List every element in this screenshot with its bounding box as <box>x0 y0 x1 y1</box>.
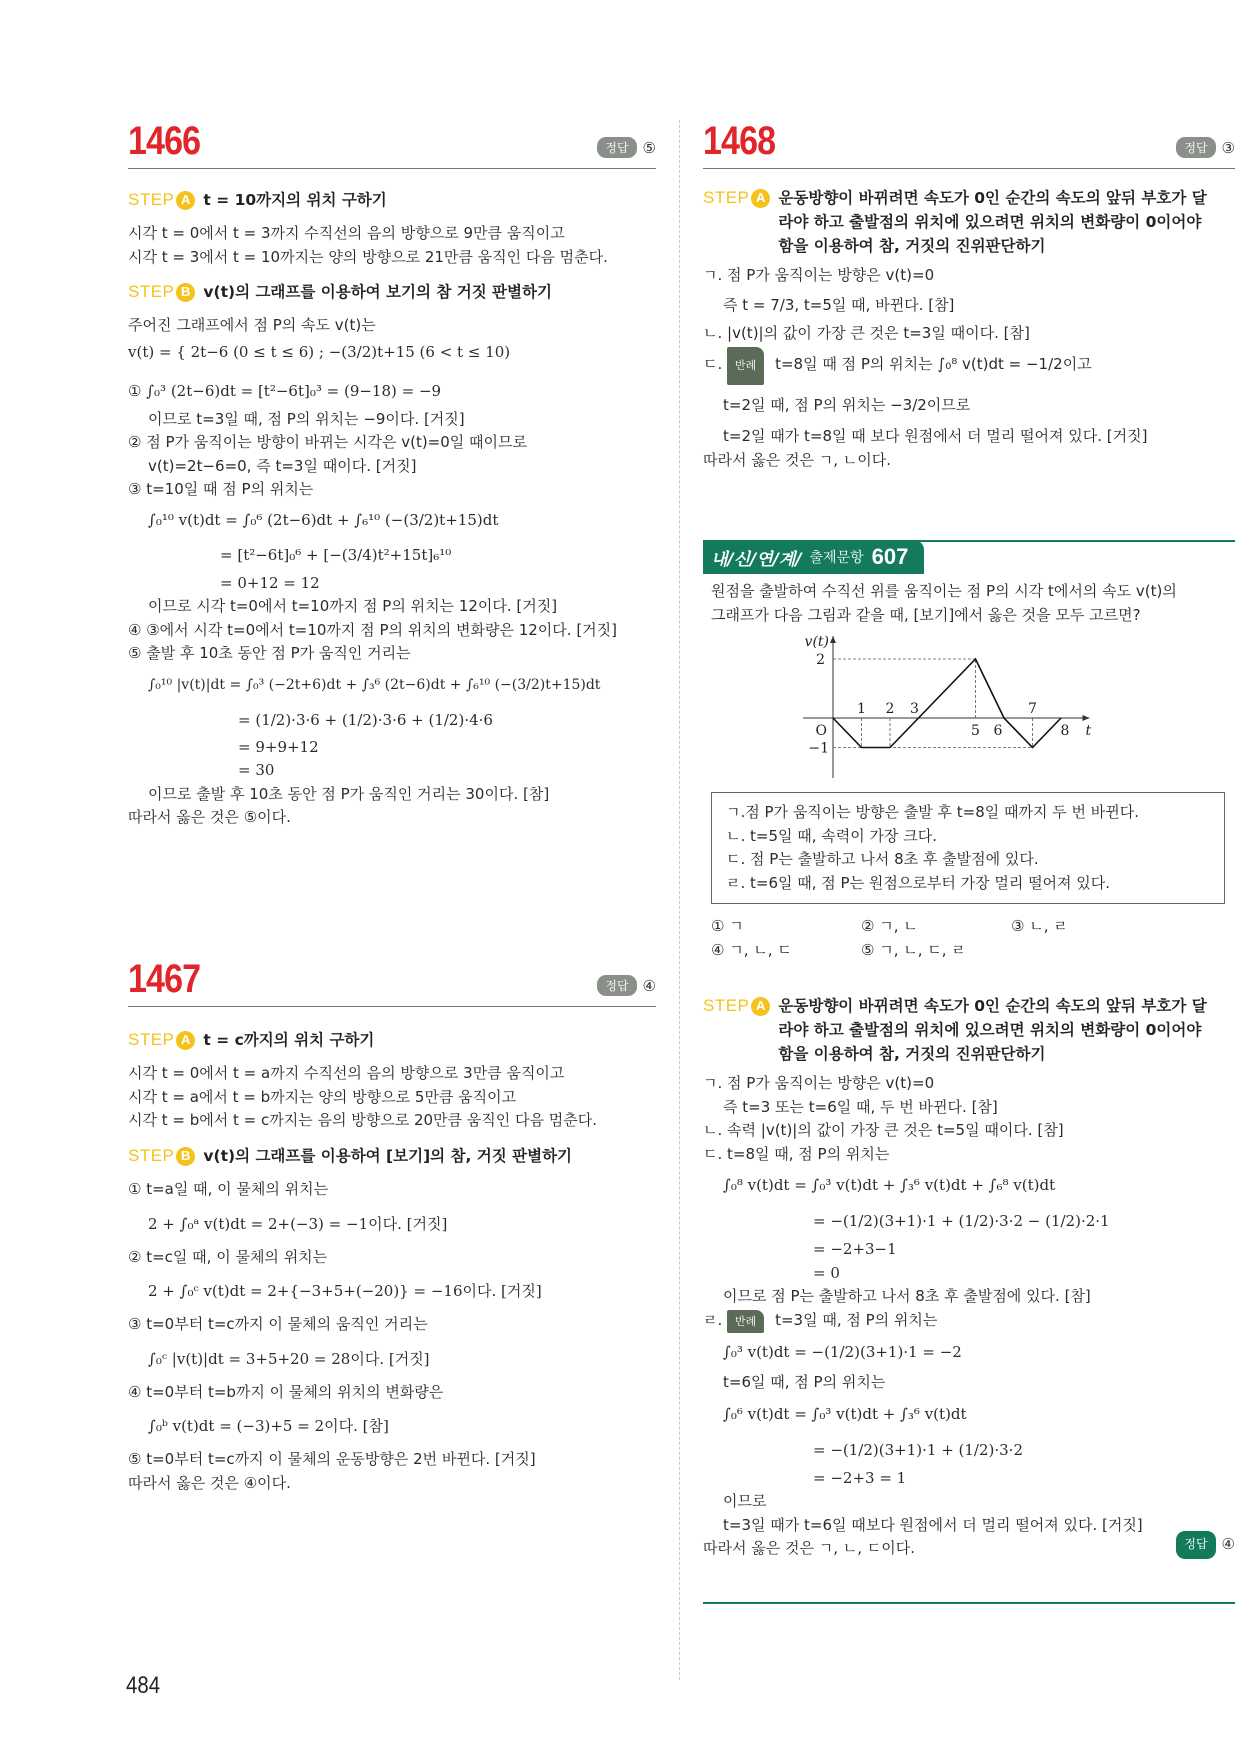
p1467-stepA: STEP A t = c까지의 위치 구하기 <box>128 1028 656 1052</box>
text-line: 그래프가 다음 그림과 같을 때, [보기]에서 옳은 것을 모두 고르면? <box>711 605 1141 624</box>
naesin-question <box>711 580 1235 627</box>
math-line: ① ∫₀³ (2t−6)dt = [t²−6t]₀³ = (9−18) = −9 <box>128 381 442 400</box>
text-line: 따라서 옳은 것은 ㄱ, ㄴ이다. <box>703 450 891 469</box>
p1468-body <box>703 264 1235 472</box>
text-line: ④ ③에서 시각 t=0에서 t=10까지 점 P의 위치의 변화량은 12이다. [거짓] <box>128 620 618 639</box>
p1467-stepB: STEP B v(t)의 그래프를 이용하여 [보기]의 참, 거짓 판별하기 <box>128 1144 656 1168</box>
text-line: 주어진 그래프에서 점 P의 속도 v(t)는 <box>128 316 376 334</box>
p1468-stepA: STEP A 운동방향이 바뀌려면 속도가 0인 순간의 속도의 앞뒤 부호가 달라야 하고 출발점의 위치에 있으려면 위치의 변화량이 0이어야 함을 이용하여 참, 거짓의 진위판단하기 <box>703 186 1235 258</box>
text-line: ㄴ. 속력 |v(t)|의 값이 가장 큰 것은 t=5일 때이다. [참] <box>703 1121 1064 1139</box>
step-title: 운동방향이 바뀌려면 속도가 0인 순간의 속도의 앞뒤 부호가 달라야 하고 출발점의 위치에 있으려면 위치의 변화량이 0이어야 함을 이용하여 참, 거짓의 진위판단하기 <box>778 189 1207 255</box>
answer-value: ④ <box>642 976 656 995</box>
text-line: 따라서 옳은 것은 ⑤이다. <box>128 808 291 826</box>
text-line: ㄱ. 점 P가 움직이는 방향은 v(t)=0 <box>703 1074 935 1092</box>
text-line: 시각 t = 0에서 t = 3까지 수직선의 음의 방향으로 9만큼 움직이고 <box>128 224 565 242</box>
y-axis-arrow-icon <box>830 636 836 643</box>
math-line: ∫₀⁶ v(t)dt = ∫₀³ v(t)dt + ∫₃⁶ v(t)dt <box>723 1404 967 1423</box>
bogi-box <box>711 792 1225 904</box>
text-line: t=3일 때가 t=6일 때보다 원점에서 더 멀리 떨어져 있다. [거짓] <box>723 1515 1143 1534</box>
math-line: ∫₀ᵇ v(t)dt = (−3)+5 = 2이다. [참] <box>148 1417 389 1435</box>
bogi-item: ㄱ.점 P가 움직이는 방향은 출발 후 t=8일 때까지 두 번 바뀐다. <box>726 803 1140 821</box>
naesin-body <box>703 1072 1235 1561</box>
x-tick-label: 8 <box>1060 723 1070 739</box>
text-line: 이므로 t=3일 때, 점 P의 위치는 −9이다. [거짓] <box>148 409 465 428</box>
naesin-stepA: STEP A 운동방향이 바뀌려면 속도가 0인 순간의 속도의 앞뒤 부호가 달라야 하고 출발점의 위치에 있으려면 위치의 변화량이 0이어야 함을 이용하여 참, 거짓의 진위판단하기 <box>703 994 1235 1066</box>
choice-3[interactable]: ③ ㄴ, ㄹ <box>1011 917 1068 935</box>
y-axis-label: v(t) <box>804 634 829 650</box>
math-line: ∫₀⁸ v(t)dt = ∫₀³ v(t)dt + ∫₃⁶ v(t)dt + ∫₆⁸ v(t)dt <box>723 1176 1056 1194</box>
text-line: t=2일 때, 점 P의 위치는 −3/2이므로 <box>723 396 971 414</box>
problem-1466-header <box>128 112 656 169</box>
math-line: ∫₀¹⁰ |v(t)|dt = ∫₀³ (−2t+6)dt + ∫₃⁶ (2t−6)dt + ∫₆¹⁰ (−(3/2)t+15)dt <box>148 676 601 693</box>
text-line: 따라서 옳은 것은 ㄱ, ㄴ, ㄷ이다. 정답 ④ <box>703 1537 1235 1561</box>
math-line: = −2+3−1 <box>813 1240 897 1258</box>
text-line: 이므로 점 P는 출발하고 나서 8초 후 출발점에 있다. [참] <box>723 1287 1091 1305</box>
text-line: ② t=c일 때, 이 물체의 위치는 <box>128 1247 328 1266</box>
counterexample-badge: 반례 <box>727 1310 764 1334</box>
text-line: 시각 t = 0에서 t = a까지 수직선의 음의 방향으로 3만큼 움직이고 <box>128 1064 565 1082</box>
column-divider <box>679 120 680 1680</box>
math-line: = −(1/2)(3+1)·1 + (1/2)·3·2 <box>813 1440 1023 1459</box>
text-line: 따라서 옳은 것은 ④이다. <box>128 1473 291 1492</box>
answer-badge: 정답 <box>1176 1531 1215 1559</box>
text-line: ④ t=0부터 t=b까지 이 물체의 위치의 변화량은 <box>128 1382 444 1401</box>
answer-value: ③ <box>1221 138 1235 157</box>
answer-badge: 정답 <box>597 975 636 996</box>
text-line: ⑤ t=0부터 t=c까지 이 물체의 운동방향은 2번 바뀐다. [거짓] <box>128 1450 536 1468</box>
text-line: ㄷ. t=8일 때, 점 P의 위치는 <box>703 1144 890 1163</box>
bogi-item: ㄷ. 점 P는 출발하고 나서 8초 후 출발점에 있다. <box>726 850 1039 868</box>
p1466-stepA <box>128 188 656 212</box>
naesin-banner <box>703 540 1235 576</box>
math-line: = 0+12 = 12 <box>220 573 320 592</box>
text-line: 즉 t=3 또는 t=6일 때, 두 번 바뀐다. [참] <box>723 1097 998 1116</box>
text-line: t=2일 때가 t=8일 때 보다 원점에서 더 멀리 떨어져 있다. [거짓] <box>723 427 1148 445</box>
math-line: = −2+3 = 1 <box>813 1468 907 1487</box>
text-line: ③ t=0부터 t=c까지 이 물체의 움직인 거리는 <box>128 1315 428 1333</box>
text-line: 이므로 시각 t=0에서 t=10까지 점 P의 위치는 12이다. [거짓] <box>148 597 558 615</box>
text-line: 이므로 <box>723 1492 767 1510</box>
text-line: 즉 t = 7/3, t=5일 때, 바뀐다. [참] <box>723 295 955 314</box>
math-line: ∫₀ᶜ |v(t)|dt = 3+5+20 = 28이다. [거짓] <box>148 1349 430 1368</box>
math-line: v(t) = { 2t−6 (0 ≤ t ≤ 6) ; −(3/2)t+15 (6 < t ≤ 10) <box>128 342 511 361</box>
answer-value: ⑤ <box>642 138 656 157</box>
text-line: 시각 t = 3에서 t = 10까지는 양의 방향으로 21만큼 움직인 다음 멈춘다. <box>128 247 608 266</box>
y-tick-label: −1 <box>808 740 829 757</box>
problem-number: 1468 <box>703 119 776 163</box>
p1466-stepA-body <box>128 222 656 269</box>
text-line: 이므로 출발 후 10초 동안 점 P가 움직인 거리는 30이다. [참] <box>148 784 550 803</box>
text-line: v(t)=2t−6=0, 즉 t=3일 때이다. [거짓] <box>148 456 417 475</box>
text-line: ㄹ. 반례 t=3일 때, 점 P의 위치는 <box>703 1309 1235 1334</box>
x-tick-label: 3 <box>910 701 919 717</box>
math-line: = 30 <box>238 761 275 779</box>
page-number: 484 <box>126 1672 161 1699</box>
origin-label: O <box>815 723 827 739</box>
bogi-item: ㄴ. t=5일 때, 속력이 가장 크다. <box>726 826 938 845</box>
answer <box>597 137 656 158</box>
math-line: = [t²−6t]₀⁶ + [−(3/4)t²+15t]₆¹⁰ <box>220 545 452 564</box>
step-title: 운동방향이 바뀌려면 속도가 0인 순간의 속도의 앞뒤 부호가 달라야 하고 출발점의 위치에 있으려면 위치의 변화량이 0이어야 함을 이용하여 참, 거짓의 진위판단하기 <box>778 997 1207 1063</box>
answer <box>597 975 656 996</box>
answer-value: ④ <box>1221 1535 1235 1553</box>
math-line: = 9+9+12 <box>238 737 319 756</box>
p1466-stepB: STEP B v(t)의 그래프를 이용하여 보기의 참 거짓 판별하기 <box>128 280 656 304</box>
text-line: ㄴ. |v(t)|의 값이 가장 큰 것은 t=3일 때이다. [참] <box>703 323 1030 342</box>
problem-number: 1466 <box>128 119 201 163</box>
step-title: v(t)의 그래프를 이용하여 보기의 참 거짓 판별하기 <box>203 283 552 301</box>
math-line: ∫₀¹⁰ v(t)dt = ∫₀⁶ (2t−6)dt + ∫₆¹⁰ (−(3/2)t+15)dt <box>148 510 499 529</box>
text-line: ⑤ 출발 후 10초 동안 점 P가 움직인 거리는 <box>128 644 411 662</box>
text-line: t=6일 때, 점 P의 위치는 <box>723 1373 886 1391</box>
section-end-rule <box>703 1602 1235 1604</box>
text-line: ㄱ. 점 P가 움직이는 방향은 v(t)=0 <box>703 266 935 284</box>
answer-badge: 정답 <box>597 137 636 158</box>
problem-number: 1467 <box>128 957 201 1001</box>
velocity-graph <box>783 630 1123 780</box>
p1467-stepA-body <box>128 1062 656 1133</box>
answer-choices <box>711 914 1235 962</box>
answer-badge: 정답 <box>1176 137 1215 158</box>
p1467-stepB-body <box>128 1178 656 1495</box>
bogi-item: ㄹ. t=6일 때, 점 P는 원점으로부터 가장 멀리 떨어져 있다. <box>726 873 1111 892</box>
text-line: ② 점 P가 움직이는 방향이 바뀌는 시각은 v(t)=0일 때이므로 <box>128 433 528 451</box>
x-tick-label: 1 <box>857 701 866 717</box>
x-tick-label: 6 <box>993 723 1003 739</box>
choice-2[interactable]: ② ㄱ, ㄴ <box>861 917 918 935</box>
problem-1467-header <box>128 950 656 1007</box>
text-line: 원점을 출발하여 수직선 위를 움직이는 점 P의 시각 t에서의 속도 v(t)의 <box>711 582 1177 600</box>
choice-1[interactable]: ① ㄱ <box>711 917 744 935</box>
naesin-tag: 내/신/연/계/ 출제문항 607 <box>703 540 924 574</box>
step-title: t = 10까지의 위치 구하기 <box>203 191 387 209</box>
text-line: ① t=a일 때, 이 물체의 위치는 <box>128 1180 329 1198</box>
text-line: ㄷ. 반례 t=8일 때 점 P의 위치는 ∫₀⁸ v(t)dt = −1/2이고 <box>703 345 1235 385</box>
x-axis-arrow-icon <box>1083 715 1090 721</box>
x-tick-label: 2 <box>885 701 895 717</box>
step-title: t = c까지의 위치 구하기 <box>203 1031 375 1049</box>
math-line: 2 + ∫₀ᵃ v(t)dt = 2+(−3) = −1이다. [거짓] <box>148 1214 448 1233</box>
velocity-line <box>833 659 1061 748</box>
problem-1468-header <box>703 112 1235 169</box>
text-line: 시각 t = a에서 t = b까지는 양의 방향으로 5만큼 움직이고 <box>128 1087 517 1106</box>
step-label: STEP A <box>128 188 195 212</box>
text-line: 시각 t = b에서 t = c까지는 음의 방향으로 20만큼 움직인 다음 멈춘다. <box>128 1111 598 1129</box>
x-tick-label: 7 <box>1028 701 1037 717</box>
math-line: = (1/2)·3·6 + (1/2)·3·6 + (1/2)·4·6 <box>238 710 493 729</box>
math-line: ∫₀³ v(t)dt = −(1/2)(3+1)·1 = −2 <box>723 1343 962 1361</box>
choice-5[interactable]: ⑤ ㄱ, ㄴ, ㄷ, ㄹ <box>861 941 966 959</box>
step-title: v(t)의 그래프를 이용하여 [보기]의 참, 거짓 판별하기 <box>203 1147 573 1165</box>
answer <box>1176 137 1235 158</box>
y-tick-label: 2 <box>816 652 825 668</box>
counterexample-badge: 반례 <box>727 347 764 385</box>
x-tick-label: 5 <box>971 723 980 739</box>
math-line: = 0 <box>813 1263 840 1282</box>
text-line: ③ t=10일 때 점 P의 위치는 <box>128 480 314 498</box>
math-line: 2 + ∫₀ᶜ v(t)dt = 2+{−3+5+(−20)} = −16이다. [거짓] <box>148 1282 542 1300</box>
x-axis-label: t <box>1085 723 1092 739</box>
p1466-stepB-body <box>128 314 656 830</box>
math-line: = −(1/2)(3+1)·1 + (1/2)·3·2 − (1/2)·2·1 <box>813 1212 1110 1230</box>
choice-4[interactable]: ④ ㄱ, ㄴ, ㄷ <box>711 941 792 959</box>
